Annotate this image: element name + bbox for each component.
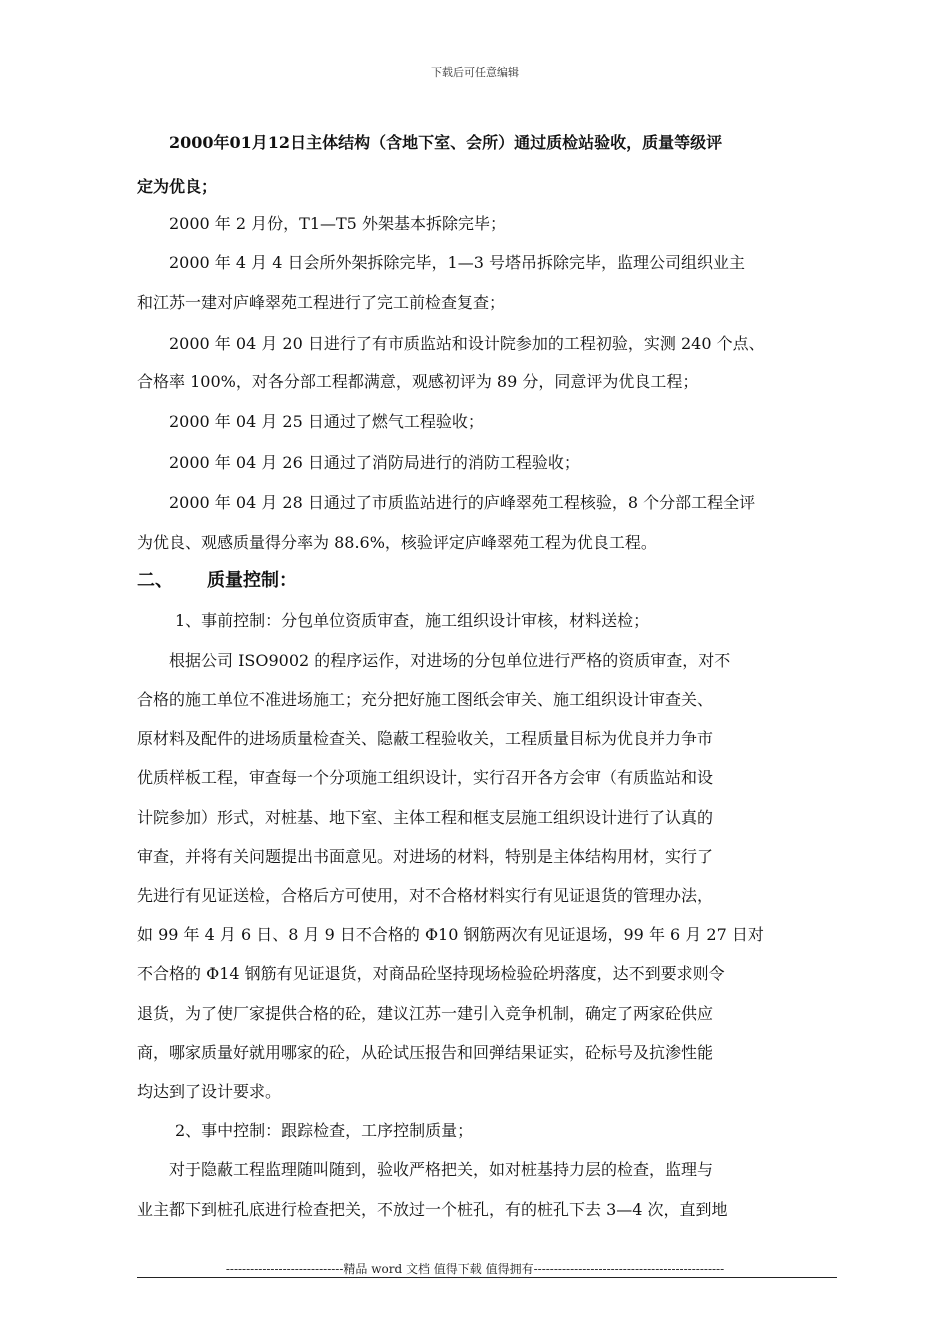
paragraph-line: 先进行有见证送检，合格后方可使用，对不合格材料实行有见证退货的管理办法， xyxy=(137,886,714,905)
paragraph-line: 商，哪家质量好就用哪家的砼，从砼试压报告和回弹结果证实，砼标号及抗渗性能 xyxy=(137,1043,714,1062)
paragraph-line: 2000 年 04 月 26 日通过了消防局进行的消防工程验收； xyxy=(169,453,580,472)
paragraph-line: 原材料及配件的进场质量检查关、隐蔽工程验收关，工程质量目标为优良并力争市 xyxy=(137,729,714,748)
paragraph-line: 2000 年 04 月 25 日通过了燃气工程验收； xyxy=(169,412,484,431)
section-title: 质量控制： xyxy=(207,570,297,591)
paragraph-line: 2000 年 2 月份，T1—T5 外架基本拆除完毕； xyxy=(169,214,506,233)
paragraph-line: 均达到了设计要求。 xyxy=(137,1082,282,1101)
paragraph-line: 业主都下到桩孔底进行检查把关，不放过一个桩孔，有的桩孔下去 3—4 次，直到地 xyxy=(137,1200,728,1219)
paragraph-line: 根据公司 ISO9002 的程序运作，对进场的分包单位进行严格的资质审查，对不 xyxy=(169,651,731,670)
page-header: 下载后可任意编辑 xyxy=(431,66,519,79)
paragraph-line: 如 99 年 4 月 6 日、8 月 9 日不合格的 Φ10 钢筋两次有见证退场，99 年 6 月 27 日对 xyxy=(137,925,764,944)
paragraph-line: 2000年01月12日主体结构（含地下室、会所）通过质检站验收，质量等级评 xyxy=(169,133,723,152)
paragraph-line: 2000 年 4 月 4 日会所外架拆除完毕，1—3 号塔吊拆除完毕，监理公司组织业主 xyxy=(169,253,745,272)
item-heading: 1、事前控制：分包单位资质审查，施工组织设计审核，材料送检； xyxy=(175,611,650,630)
paragraph-line: 审查，并将有关问题提出书面意见。对进场的材料，特别是主体结构用材，实行了 xyxy=(137,847,714,866)
paragraph-line: 退货，为了使厂家提供合格的砼，建议江苏一建引入竞争机制，确定了两家砼供应 xyxy=(137,1004,714,1023)
section-heading xyxy=(137,571,297,591)
item-heading: 2、事中控制：跟踪检查，工序控制质量； xyxy=(175,1121,474,1140)
paragraph-line: 为优良、观感质量得分率为 88.6%，核验评定庐峰翠苑工程为优良工程。 xyxy=(137,533,657,552)
section-number: 二、 xyxy=(137,570,173,591)
paragraph-line: 2000 年 04 月 20 日进行了有市质监站和设计院参加的工程初验，实测 240 个点、 xyxy=(169,334,765,353)
paragraph-line: 优质样板工程，审查每一个分项施工组织设计，实行召开各方会审（有质监站和设 xyxy=(137,768,714,787)
paragraph-line: 对于隐蔽工程监理随叫随到，验收严格把关，如对桩基持力层的检查，监理与 xyxy=(169,1160,714,1179)
paragraph-line: 合格率 100%，对各分部工程都满意，观感初评为 89 分，同意评为优良工程； xyxy=(137,372,699,391)
paragraph-line: 合格的施工单位不准进场施工；充分把好施工图纸会审关、施工组织设计审查关、 xyxy=(137,690,714,709)
paragraph-line: 2000 年 04 月 28 日通过了市质监站进行的庐峰翠苑工程核验，8 个分部工程全评 xyxy=(169,493,756,512)
paragraph-line: 不合格的 Φ14 钢筋有见证退货，对商品砼坚持现场检验砼坍落度，达不到要求则令 xyxy=(137,964,725,983)
page-footer: -----------------------------精品 word 文档 值得下载 值得拥有----------------------------------------------- xyxy=(225,1262,725,1276)
paragraph-line: 和江苏一建对庐峰翠苑工程进行了完工前检查复查； xyxy=(137,293,506,312)
paragraph-line: 定为优良； xyxy=(137,177,218,196)
paragraph-line: 计院参加）形式，对桩基、地下室、主体工程和框支层施工组织设计进行了认真的 xyxy=(137,808,714,827)
footer-divider xyxy=(137,1277,837,1278)
